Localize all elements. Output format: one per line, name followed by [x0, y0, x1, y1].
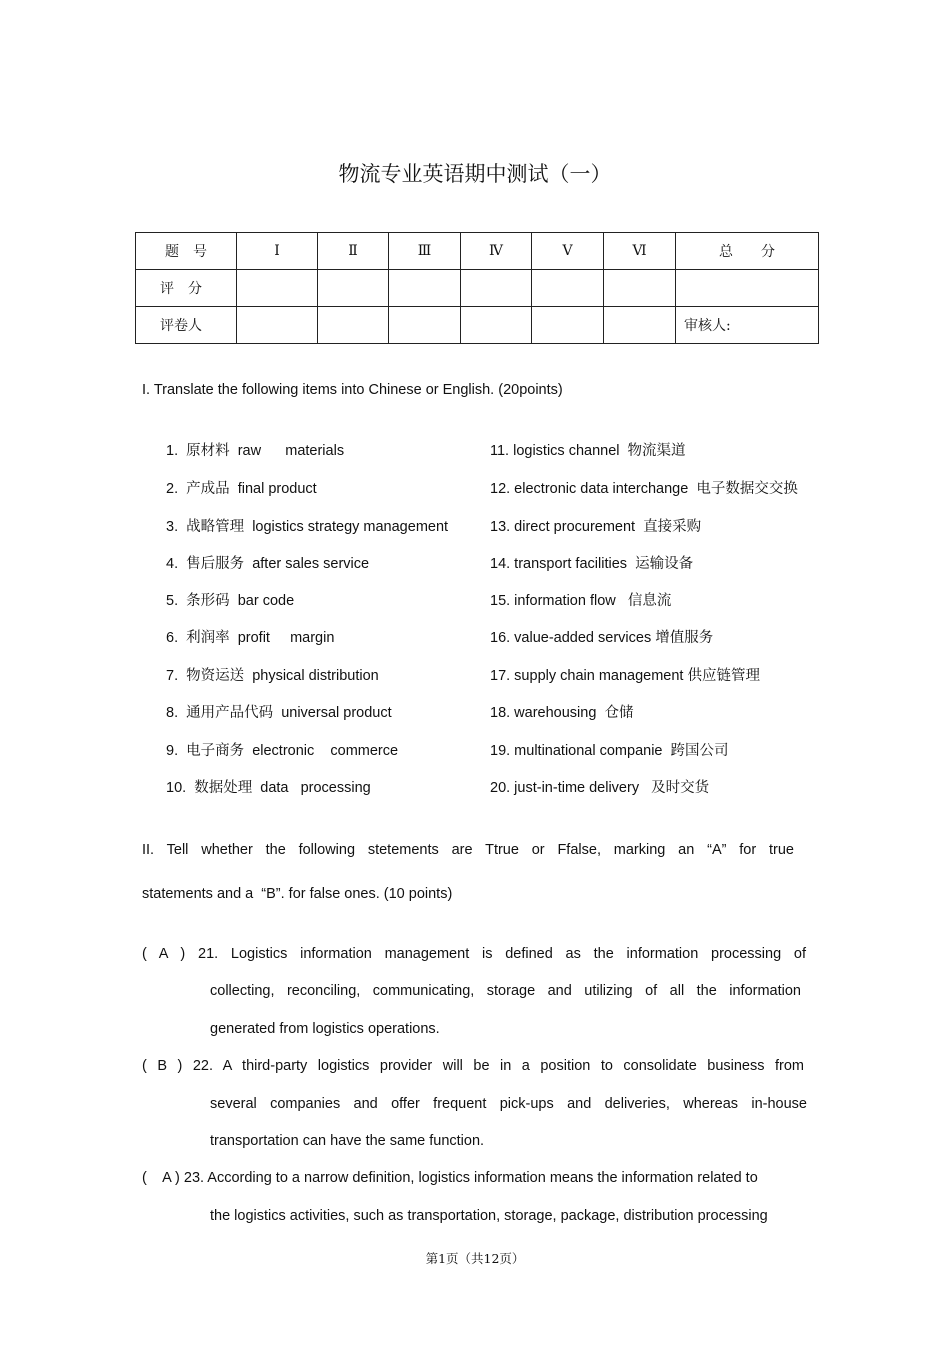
translation-item: 20. just-in-time delivery 及时交货 — [490, 780, 710, 796]
score-table — [135, 232, 819, 344]
page-footer: 第1页（共12页） — [425, 1251, 525, 1266]
grader-cell[interactable] — [532, 307, 604, 344]
header-cell: Ⅴ — [532, 233, 604, 270]
header-cell: 总 分 — [676, 233, 819, 270]
grader-cell[interactable] — [461, 307, 532, 344]
question-line: generated from logistics operations. — [210, 1021, 440, 1037]
translation-item: 18. warehousing 仓储 — [490, 705, 634, 721]
question-line: ( A ) 21. Logistics information management is defined as the information processing of — [142, 946, 806, 962]
question-line: ( A ) 23. According to a narrow definition, logistics information means the information related to — [142, 1170, 758, 1186]
row-label: 评卷人 — [136, 307, 237, 344]
grader-cell[interactable] — [389, 307, 461, 344]
grader-cell[interactable] — [318, 307, 389, 344]
header-cell: Ⅲ — [389, 233, 461, 270]
translation-item: 11. logistics channel 物流渠道 — [490, 443, 686, 459]
score-cell[interactable] — [461, 270, 532, 307]
translation-item: 3. 战略管理 logistics strategy management — [166, 519, 449, 535]
translation-item: 16. value-added services 增值服务 — [490, 630, 714, 646]
score-cell[interactable] — [604, 270, 676, 307]
question-line: transportation can have the same function. — [210, 1133, 485, 1149]
score-cell[interactable] — [532, 270, 604, 307]
part2-heading: II. Tell whether the following stetements are Ttrue or Ffalse, marking an “A” for true — [142, 842, 794, 858]
page-title: 物流专业英语期中测试（一） — [338, 162, 612, 186]
translation-item: 5. 条形码 bar code — [166, 593, 295, 609]
score-cell[interactable] — [237, 270, 318, 307]
grader-cell[interactable] — [604, 307, 676, 344]
score-cell[interactable] — [389, 270, 461, 307]
header-cell: Ⅳ — [461, 233, 532, 270]
translation-item: 6. 利润率 profit margin — [166, 630, 335, 646]
translation-item: 15. information flow 信息流 — [490, 593, 672, 609]
reviewer-label: 审核人: — [676, 307, 819, 344]
part1-heading: I. Translate the following items into Chinese or English. (20points) — [142, 382, 563, 398]
translation-item: 14. transport facilities 运输设备 — [490, 556, 694, 572]
question-line: several companies and offer frequent pick-ups and deliveries, whereas in-house — [210, 1096, 807, 1112]
header-cell: Ⅱ — [318, 233, 389, 270]
translation-item: 1. 原材料 raw materials — [166, 443, 345, 459]
translation-item: 2. 产成品 final product — [166, 481, 317, 497]
row-label: 评 分 — [136, 270, 237, 307]
translation-item: 8. 通用产品代码 universal product — [166, 705, 392, 721]
translation-item: 9. 电子商务 electronic commerce — [166, 743, 399, 759]
translation-item: 13. direct procurement 直接采购 — [490, 519, 702, 535]
translation-item: 4. 售后服务 after sales service — [166, 556, 370, 572]
translation-item: 17. supply chain management 供应链管理 — [490, 668, 760, 684]
header-cell: Ⅰ — [237, 233, 318, 270]
part2-heading: statements and a “B”. for false ones. (10 points) — [142, 886, 453, 902]
translation-item: 12. electronic data interchange 电子数据交交换 — [490, 481, 798, 497]
header-cell: Ⅵ — [604, 233, 676, 270]
question-line: collecting, reconciling, communicating, storage and utilizing of all the information — [210, 983, 801, 999]
translation-item: 19. multinational companie 跨国公司 — [490, 743, 729, 759]
header-cell: 题 号 — [136, 233, 237, 270]
score-cell[interactable] — [676, 270, 819, 307]
translation-item: 10. 数据处理 data processing — [166, 780, 371, 796]
question-line: the logistics activities, such as transportation, storage, package, distribution processing — [210, 1208, 768, 1224]
question-line: ( B ) 22. A third-party logistics provider will be in a position to consolidate business from — [142, 1058, 804, 1074]
score-cell[interactable] — [318, 270, 389, 307]
grader-cell[interactable] — [237, 307, 318, 344]
translation-item: 7. 物资运送 physical distribution — [166, 668, 379, 684]
